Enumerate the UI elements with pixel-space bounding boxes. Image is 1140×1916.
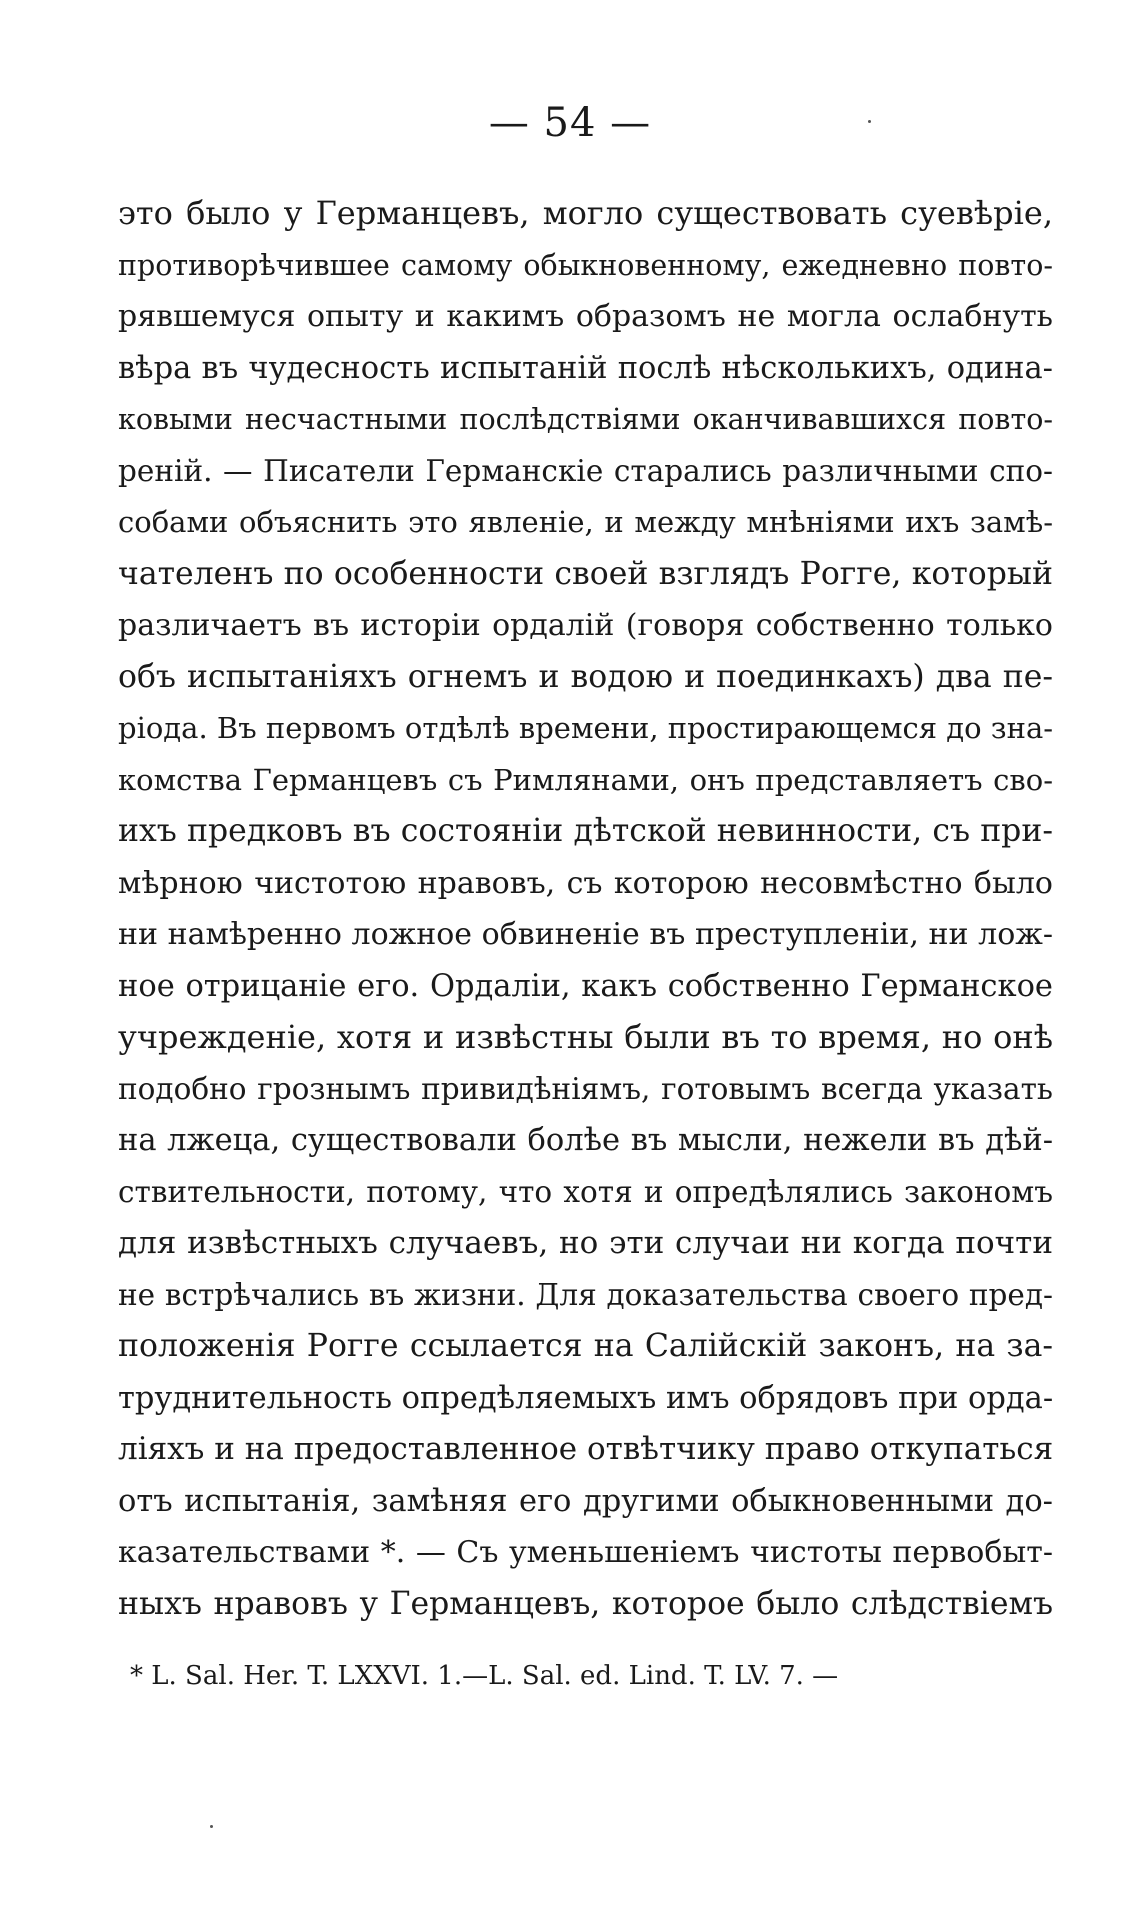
text-line: противорѣчившее самому обыкновенному, ежедневно повто- [118,248,1053,282]
page-number: — 54 — [488,100,652,146]
text-line: ихъ предковъ въ состояніи дѣтской невинности, съ при- [118,813,1053,849]
text-line: положенія Рогге ссылается на Салійскій законъ, на за- [118,1328,1053,1364]
text-line: не встрѣчались въ жизни. Для доказательства своего пред- [118,1277,1053,1312]
text-line: комства Германцевъ съ Римлянами, онъ представляетъ сво- [118,762,1053,797]
text-line: это было у Германцевъ, могло существовать суевѣріе, [118,194,1053,232]
text-line: рявшемуся опыту и какимъ образомъ не могла ослабнуть [118,299,1053,334]
text-line: отъ испытанія, замѣняя его другими обыкновенными до- [118,1483,1053,1519]
text-line: казательствами *. — Съ уменьшеніемъ чистоты первобыт- [118,1535,1053,1570]
text-line: ріода. Въ первомъ отдѣлѣ времени, простирающемся до зна- [118,711,1053,745]
text-line: ковыми несчастными послѣдствіями оканчивавшихся повто- [118,403,1053,436]
text-line: ное отрицаніе его. Ордаліи, какъ собственно Германское [118,968,1053,1004]
text-line: чателенъ по особенности своей взглядъ Рогге, который [118,555,1053,592]
text-line: собами объяснить это явленіе, и между мнѣніями ихъ замѣ- [118,505,1053,539]
text-line: объ испытаніяхъ огнемъ и водою и поединкахъ) два пе- [118,658,1053,695]
text-line: труднительность опредѣляемыхъ имъ обрядовъ при орда- [118,1380,1053,1416]
text-line: реній. — Писатели Германскіе старались различными спо- [118,453,1053,488]
text-line: подобно грознымъ привидѣніямъ, готовымъ всегда указать [118,1071,1053,1106]
text-line: для извѣстныхъ случаевъ, но эти случаи ни когда почти [118,1225,1053,1261]
text-line: учрежденіе, хотя и извѣстны были въ то время, но онѣ [118,1018,1053,1056]
print-speck [868,120,871,123]
text-line: мѣрною чистотою нравовъ, съ которою несовмѣстно было [118,865,1053,901]
print-speck [210,1825,213,1828]
text-line: ліяхъ и на предоставленное отвѣтчику право откупаться [118,1431,1053,1467]
text-line: ни намѣренно ложное обвиненіе въ преступленіи, ни лож- [118,917,1053,952]
footnote: * L. Sal. Her. T. LXXVI. 1.—L. Sal. ed. Lind. T. LV. 7. — [130,1661,839,1691]
text-line: вѣра въ чудесность испытаній послѣ нѣсколькихъ, одина- [118,350,1053,386]
text-line: различаетъ въ исторіи ордалій (говоря собственно только [118,608,1053,643]
body-text [118,188,1053,1630]
text-line: ствительности, потому, что хотя и опредѣлялись закономъ [118,1174,1053,1209]
text-line: ныхъ нравовъ у Германцевъ, которое было слѣдствіемъ [118,1585,1053,1622]
text-line: на лжеца, существовали болѣе въ мысли, нежели въ дѣй- [118,1123,1053,1158]
